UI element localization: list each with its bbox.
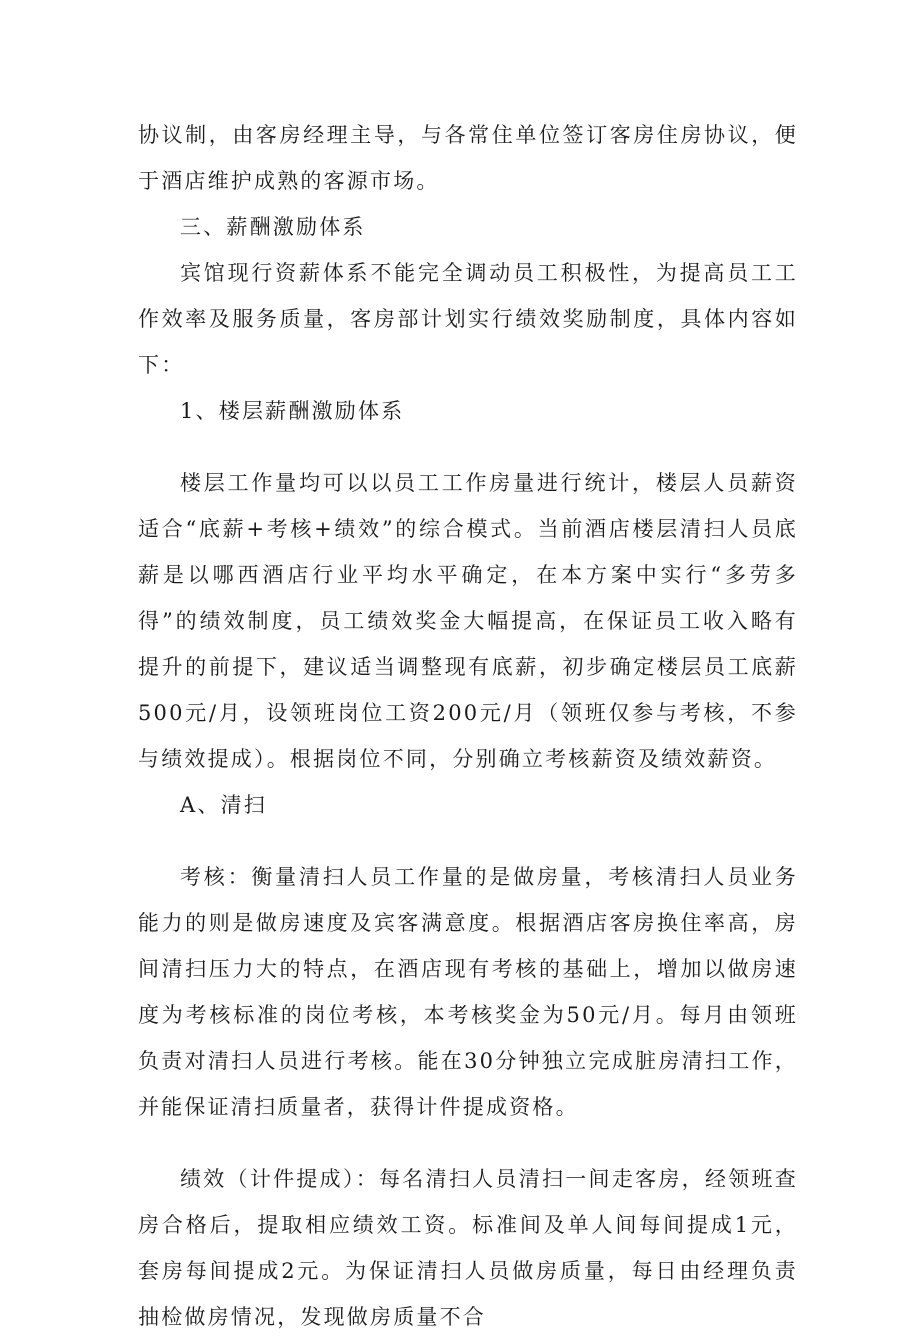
paragraph-cleaning-performance: 绩效（计件提成）：每名清扫人员清扫一间走客房，经领班查房合格后，提取相应绩效工资。标准间及单人间每间提成1元，套房每间提成2元。为保证清扫人员做房质量，每日由经理负责抽检做房情况，发现做房质量不合 bbox=[138, 1167, 798, 1329]
section-heading-salary-incentive: 三、薪酬激励体系 bbox=[180, 215, 366, 239]
subsection-heading-floor-salary: 1、楼层薪酬激励体系 bbox=[180, 399, 405, 423]
paragraph-floor-salary: 楼层工作量均可以以员工工作房量进行统计，楼层人员薪资适合“底薪+考核+绩效”的综合模式。当前酒店楼层清扫人员底薪是以哪西酒店行业平均水平确定，在本方案中实行“多劳多得”的绩效制度，员工绩效奖金大幅提高，在保证员工收入略有提升的前提下，建议适当调整现有底薪，初步确定楼层员工底薪500元/月，设领班岗位工资200元/月（领班仅参与考核，不参与绩效提成）。根据岗位不同，分别确立考核薪资及绩效薪资。 bbox=[138, 471, 798, 771]
subsection-heading-cleaning: A、清扫 bbox=[180, 793, 267, 817]
document-body bbox=[138, 112, 798, 1340]
paragraph-cleaning-assessment: 考核：衡量清扫人员工作量的是做房量，考核清扫人员业务能力的则是做房速度及宾客满意度。根据酒店客房换住率高，房间清扫压力大的特点，在酒店现有考核的基础上，增加以做房速度为考核标准的岗位考核，本考核奖金为50元/月。每月由领班负责对清扫人员进行考核。能在30分钟独立完成脏房清扫工作，并能保证清扫质量者，获得计件提成资格。 bbox=[138, 865, 798, 1119]
paragraph-agreement-continuation: 协议制，由客房经理主导，与各常住单位签订客房住房协议，便于酒店维护成熟的客源市场。 bbox=[138, 123, 798, 193]
paragraph-salary-intro: 宾馆现行资薪体系不能完全调动员工积极性，为提高员工工作效率及服务质量，客房部计划实行绩效奖励制度，具体内容如下： bbox=[138, 261, 798, 377]
